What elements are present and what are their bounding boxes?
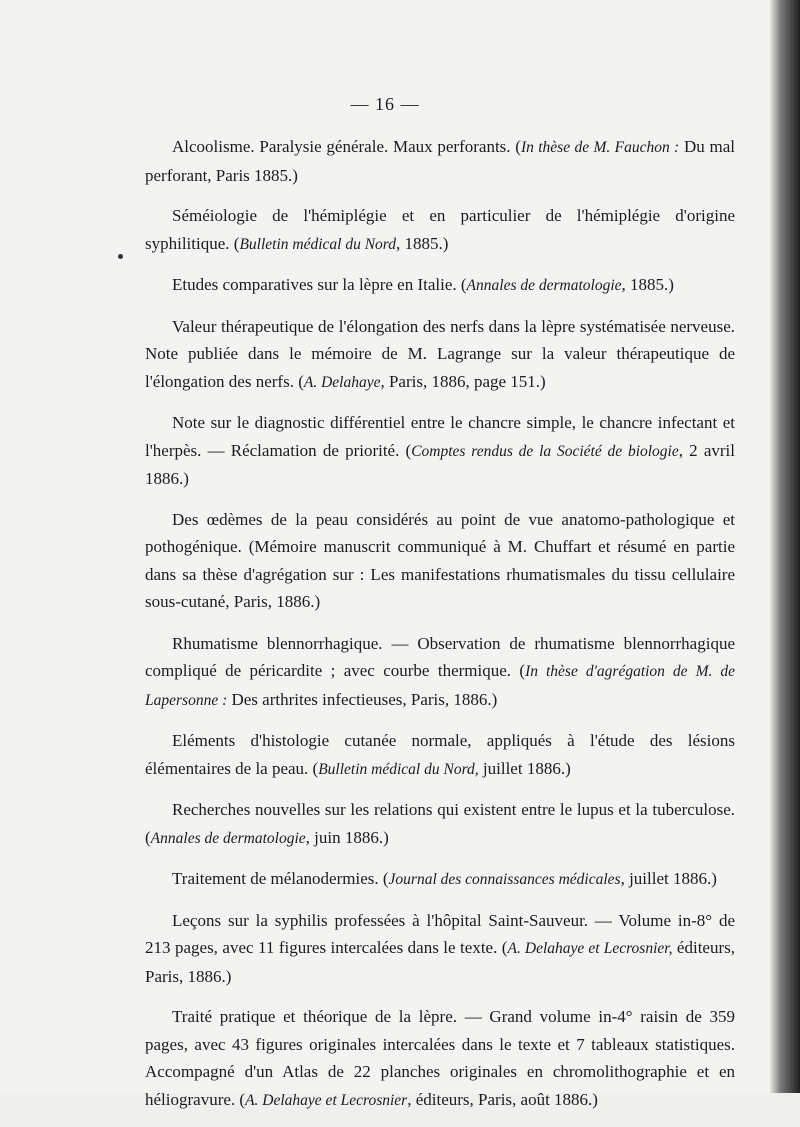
bibliography-entry: Traité pratique et théorique de la lèpre. — Grand volume in-4° raisin de 359 pages, avec 43 figures originales intercalées dans le texte et 7 tableaux statistiques. Accompagné d'un Atlas de 22 planches originales en chromolithographie et en héliogravure. (A. Delahaye et Lecrosnier, éditeurs, Paris, août 1886.)	[145, 1007, 735, 1109]
bibliography-entry: Valeur thérapeutique de l'élongation des nerfs dans la lèpre systématisée nerveuse. Note publiée dans le mémoire de M. Lagrange sur la valeur thérapeutique de l'élongation des nerfs. (A. Delahaye, Paris, 1886, page 151.)	[145, 316, 735, 391]
bibliography-entry: Des œdèmes de la peau considérés au point de vue anatomo-pathologique et pothogénique. (Mémoire manuscrit communiqué à M. Chuffart et résumé en partie dans sa thèse d'agrégation sur : Les manifestations rhumatismales du tissu cellulaire sous-cutané, Paris, 1886.)	[145, 509, 735, 611]
bibliography-entry: Rhumatisme blennorrhagique. — Observation de rhumatisme blennorrhagique compliqué de péricardite ; avec courbe thermique. (In thèse d'agrégation de M. de Lapersonne : Des arthrites infectieuses, Paris, 1886.)	[145, 633, 735, 709]
bibliography-entry: Recherches nouvelles sur les relations qui existent entre le lupus et la tuberculose. (Annales de dermatologie, juin 1886.)	[145, 800, 735, 847]
bibliography-entry: Traitement de mélanodermies. (Journal des connaissances médicales, juillet 1886.)	[172, 869, 717, 888]
bibliography-entry: Leçons sur la syphilis professées à l'hôpital Saint-Sauveur. — Volume in-8° de 213 pages, avec 11 figures intercalées dans le texte. (A. Delahaye et Lecrosnier, éditeurs, Paris, 1886.)	[145, 910, 735, 986]
binding-edge-shadow	[770, 0, 800, 1093]
bibliography-entry: Séméiologie de l'hémiplégie et en particulier de l'hémiplégie d'origine syphilitique. (Bulletin médical du Nord, 1885.)	[145, 206, 735, 253]
page-number: — 16 —	[350, 94, 420, 114]
ink-speck	[118, 254, 123, 259]
bibliography-entry: Note sur le diagnostic différentiel entre le chancre simple, le chancre infectant et l'herpès. — Réclamation de priorité. (Comptes rendus de la Société de biologie, 2 avril 1886.)	[145, 413, 736, 488]
bibliography-entry: Eléments d'histologie cutanée normale, appliqués à l'étude des lésions élémentaires de la peau. (Bulletin médical du Nord, juillet 1886.)	[145, 731, 735, 778]
bibliography-list	[145, 133, 735, 1127]
bibliography-entry: Etudes comparatives sur la lèpre en Italie. (Annales de dermatologie, 1885.)	[172, 275, 674, 294]
bibliography-entry: Alcoolisme. Paralysie générale. Maux perforants. (In thèse de M. Fauchon : Du mal perforant, Paris 1885.)	[145, 137, 735, 185]
